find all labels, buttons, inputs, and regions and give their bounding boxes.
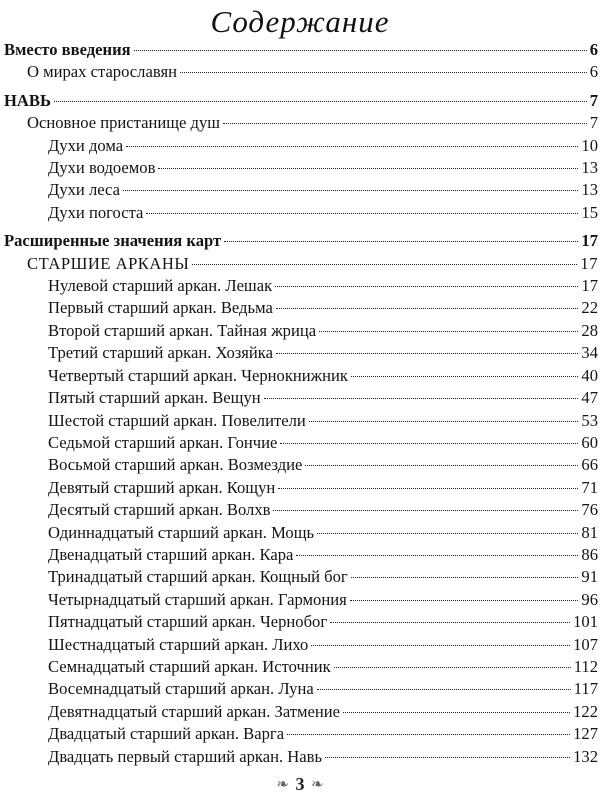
toc-entry-page: 96 [581,589,598,609]
toc-entry-title: Девятнадцатый старший аркан. Затмение [48,701,340,721]
toc-entry-title: Четвертый старший аркан. Чернокнижник [48,365,348,385]
dot-leader [317,689,571,690]
toc-entry [4,253,598,275]
dot-leader [287,734,570,735]
toc-entry-title: Шестнадцатый старший аркан. Лихо [48,634,309,654]
toc-entry [4,275,598,297]
dot-leader [296,555,578,556]
toc-entry-page: 86 [581,544,598,564]
dot-leader [280,443,578,444]
toc-entry-page: 60 [581,432,598,452]
dot-leader [330,622,570,623]
toc-entry-page: 17 [580,253,598,273]
toc-entry-title: Основное пристанище душ [27,113,221,133]
toc-entry-page: 122 [573,701,598,721]
toc-entry [4,678,598,700]
dot-leader [264,398,579,399]
toc-entry-page: 132 [573,746,598,766]
toc-entry-title: Духи леса [48,180,120,200]
toc-entry-title: Духи погоста [48,202,144,222]
toc-entry [4,365,598,387]
toc-entry-page: 6 [589,40,598,59]
toc-entry-title: Второй старший аркан. Тайная жрица [48,320,317,340]
toc-entry [4,589,598,611]
toc-entry-title: Семнадцатый старший аркан. Источник [48,656,331,676]
toc-entry [4,112,598,134]
toc-entry-title: Восьмой старший аркан. Возмездие [48,455,303,475]
dot-leader [223,123,587,124]
toc-entry [4,135,598,157]
toc-entry-page: 15 [581,202,598,222]
toc-entry-page: 34 [581,343,598,363]
toc-entry [4,61,598,83]
toc-entry-title: Восемнадцатый старший аркан. Луна [48,679,314,699]
dot-leader [276,353,578,354]
toc-entry-page: 127 [573,724,598,744]
toc-entry [4,179,598,201]
toc-entry-title: Нулевой старший аркан. Лешак [48,276,273,296]
dot-leader [224,241,578,242]
dot-leader [134,50,587,51]
toc-entry-title: Двадцать первый старший аркан. Навь [48,746,323,766]
toc-entry-page: 7 [589,113,598,133]
toc-entry-title: Девятый старший аркан. Кощун [48,477,276,497]
dot-leader [305,465,578,466]
page-number: 3 [295,774,305,794]
dot-leader [343,712,570,713]
table-of-contents [4,39,598,768]
toc-entry-page: 17 [581,231,598,251]
toc-entry-page: 81 [581,522,598,542]
toc-entry-page: 40 [581,365,598,385]
toc-entry [4,230,598,252]
toc-entry-title: Духи водоемов [48,158,156,178]
toc-entry-title: Четырнадцатый старший аркан. Гармония [48,589,347,609]
toc-entry [4,499,598,521]
page-title: Содержание [210,4,390,39]
toc-entry-page: 107 [573,634,598,654]
toc-entry-title: Расширенные значения карт [4,231,222,251]
dot-leader [192,264,577,265]
dot-leader [276,308,579,309]
toc-entry [4,454,598,476]
toc-entry-page: 91 [581,567,598,587]
toc-entry-page: 112 [573,656,598,676]
dot-leader [54,101,587,102]
dot-leader [180,72,587,73]
page-footer [0,774,600,795]
toc-entry [4,320,598,342]
toc-entry-title: Шестой старший аркан. Повелители [48,410,306,430]
toc-entry-page: 66 [581,455,598,475]
toc-entry-page: 53 [581,410,598,430]
toc-entry-title: НАВЬ [4,90,51,110]
toc-entry-page: 22 [581,298,598,318]
dot-leader [126,146,578,147]
dot-leader [158,168,578,169]
toc-entry-page: 76 [581,500,598,520]
toc-entry [4,746,598,768]
toc-entry-title: Духи дома [48,135,124,155]
right-leaf-ornament-icon: ❧ [311,777,324,793]
toc-entry-title: Вместо введения [4,40,131,59]
toc-entry-title: Двадцатый старший аркан. Варга [48,724,285,744]
toc-entry-title: Пятый старший аркан. Вещун [48,388,261,408]
toc-entry [4,297,598,319]
toc-entry-title: Первый старший аркан. Ведьма [48,298,273,318]
toc-entry [4,157,598,179]
toc-entry [4,90,598,112]
toc-entry [4,566,598,588]
toc-entry-page: 17 [581,276,598,296]
dot-leader [123,190,578,191]
toc-entry-page: 13 [581,158,598,178]
toc-entry [4,477,598,499]
toc-entry-title: Десятый старший аркан. Волхв [48,500,271,520]
dot-leader [309,421,579,422]
toc-entry [4,723,598,745]
dot-leader [311,645,570,646]
toc-entry-title: Тринадцатый старший аркан. Кощный бог [48,567,348,587]
dot-leader [319,331,578,332]
toc-entry-page: 117 [573,679,598,699]
toc-entry-page: 10 [581,135,598,155]
toc-entry [4,202,598,224]
toc-entry [4,522,598,544]
left-leaf-ornament-icon: ❧ [276,777,289,793]
dot-leader [325,757,570,758]
dot-leader [275,286,578,287]
dot-leader [146,213,578,214]
toc-entry-page: 71 [581,477,598,497]
toc-entry-page: 28 [581,320,598,340]
toc-entry-page: 6 [589,62,598,82]
dot-leader [350,600,579,601]
toc-entry-page: 13 [581,180,598,200]
dot-leader [273,510,578,511]
toc-entry-title: Седьмой старший аркан. Гончие [48,432,278,452]
toc-entry [4,342,598,364]
dot-leader [278,488,578,489]
dot-leader [351,376,578,377]
dot-leader [351,577,579,578]
toc-entry [4,387,598,409]
toc-entry [4,656,598,678]
toc-entry-title: Одиннадцатый старший аркан. Мощь [48,522,315,542]
toc-entry [4,410,598,432]
toc-entry-page: 101 [573,612,598,632]
toc-entry-title: О мирах старославян [27,62,177,82]
toc-entry-title: СТАРШИЕ АРКАНЫ [27,253,190,273]
toc-entry-page: 7 [589,90,598,110]
toc-entry [4,432,598,454]
toc-entry [4,701,598,723]
toc-entry [4,544,598,566]
toc-entry [4,611,598,633]
toc-entry-title: Пятнадцатый старший аркан. Чернобог [48,612,328,632]
toc-entry [4,634,598,656]
toc-entry-title: Третий старший аркан. Хозяйка [48,343,273,363]
toc-entry-page: 47 [581,388,598,408]
dot-leader [317,533,578,534]
dot-leader [334,667,571,668]
toc-entry [4,39,598,61]
toc-entry-title: Двенадцатый старший аркан. Кара [48,544,294,564]
